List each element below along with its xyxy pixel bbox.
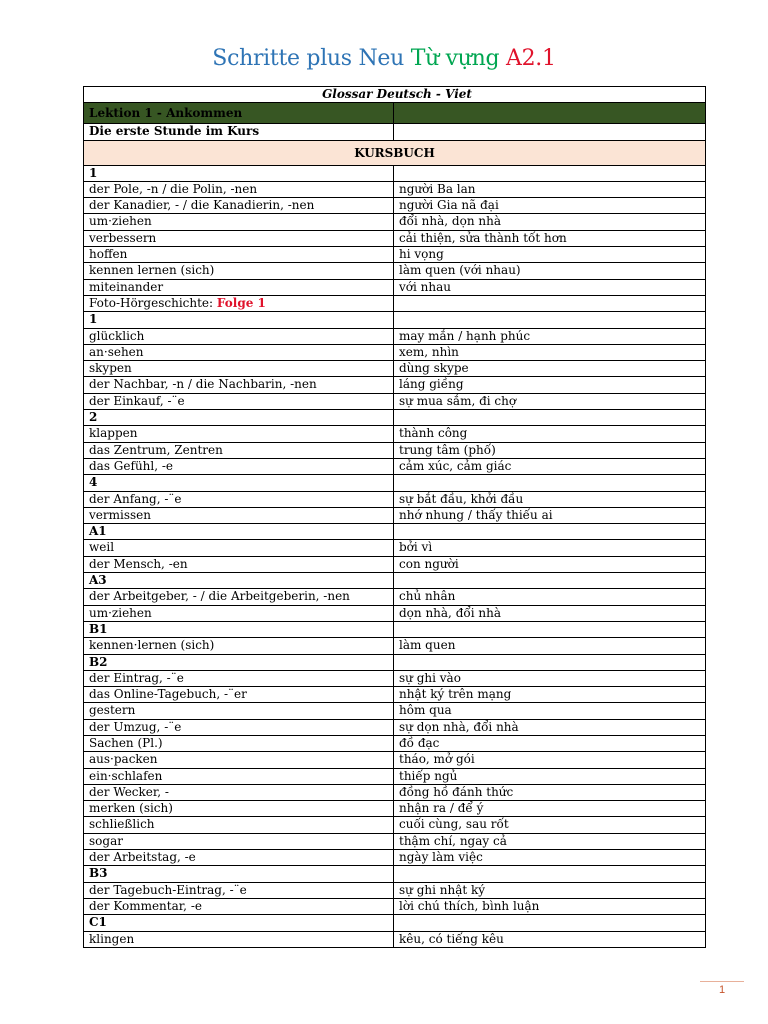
glossary-entry-row xyxy=(84,850,706,866)
glossary-table xyxy=(83,86,706,948)
glossary-header: Glossar Deutsch - Viet xyxy=(84,87,706,103)
german-term: der Kommentar, -e xyxy=(84,898,394,914)
section-label: A3 xyxy=(84,573,394,589)
vietnamese-translation: chủ nhân xyxy=(394,589,706,605)
glossary-entry-row xyxy=(84,768,706,784)
vietnamese-translation: cảm xúc, cảm giác xyxy=(394,458,706,474)
vietnamese-translation: hi vọng xyxy=(394,247,706,263)
page-number: 1 xyxy=(718,984,726,996)
story-label xyxy=(84,295,394,311)
glossary-entry-row xyxy=(84,230,706,246)
glossary-header-row xyxy=(84,87,706,103)
section-label: 4 xyxy=(84,475,394,491)
glossary-entry-row xyxy=(84,752,706,768)
german-term: hoffen xyxy=(84,247,394,263)
footer-rule xyxy=(700,981,744,982)
glossary-entry-row xyxy=(84,687,706,703)
vietnamese-translation: nhớ nhung / thấy thiếu ai xyxy=(394,507,706,523)
german-term: das Online-Tagebuch, -¨er xyxy=(84,687,394,703)
vietnamese-translation: láng giềng xyxy=(394,377,706,393)
subtitle-row xyxy=(84,124,706,140)
german-term: der Tagebuch-Eintrag, -¨e xyxy=(84,882,394,898)
german-term: kennen·lernen (sich) xyxy=(84,638,394,654)
vietnamese-translation: đổi nhà, dọn nhà xyxy=(394,214,706,230)
section-label: B2 xyxy=(84,654,394,670)
glossary-entry-row xyxy=(84,605,706,621)
vietnamese-translation: ngày làm việc xyxy=(394,850,706,866)
section-row xyxy=(84,915,706,931)
german-term: um·ziehen xyxy=(84,605,394,621)
glossary-entry-row xyxy=(84,442,706,458)
glossary-entry-row xyxy=(84,377,706,393)
glossary-entry-row xyxy=(84,638,706,654)
section-empty-cell xyxy=(394,165,706,181)
vietnamese-translation: sự ghi vào xyxy=(394,670,706,686)
glossary-entry-row xyxy=(84,279,706,295)
vietnamese-translation: tháo, mở gói xyxy=(394,752,706,768)
vietnamese-translation: sự bắt đầu, khởi đầu xyxy=(394,491,706,507)
vietnamese-translation: thiếp ngủ xyxy=(394,768,706,784)
section-label: 1 xyxy=(84,165,394,181)
glossary-entry-row xyxy=(84,361,706,377)
vietnamese-translation: làm quen (với nhau) xyxy=(394,263,706,279)
german-term: das Zentrum, Zentren xyxy=(84,442,394,458)
vietnamese-translation: con người xyxy=(394,556,706,572)
kursbuch-label: KURSBUCH xyxy=(84,140,706,165)
glossary-entry-row xyxy=(84,882,706,898)
subtitle: Die erste Stunde im Kurs xyxy=(84,124,394,140)
german-term: schließlich xyxy=(84,817,394,833)
vietnamese-translation: sự dọn nhà, đổi nhà xyxy=(394,719,706,735)
german-term: verbessern xyxy=(84,230,394,246)
glossary-entry-row xyxy=(84,507,706,523)
document-title xyxy=(0,44,768,74)
section-empty-cell xyxy=(394,573,706,589)
glossary-entry-row xyxy=(84,198,706,214)
story-episode: Folge 1 xyxy=(216,295,266,310)
vietnamese-translation: nhật ký trên mạng xyxy=(394,687,706,703)
title-part-3: A2.1 xyxy=(506,46,556,71)
glossary-entry-row xyxy=(84,556,706,572)
german-term: der Umzug, -¨e xyxy=(84,719,394,735)
glossary-entry-row xyxy=(84,898,706,914)
vietnamese-translation: nhận ra / để ý xyxy=(394,801,706,817)
section-label: A1 xyxy=(84,524,394,540)
german-term: der Nachbar, -n / die Nachbarin, -nen xyxy=(84,377,394,393)
glossary-entry-row xyxy=(84,589,706,605)
german-term: der Eintrag, -¨e xyxy=(84,670,394,686)
glossary-entry-row xyxy=(84,817,706,833)
vietnamese-translation: lời chú thích, bình luận xyxy=(394,898,706,914)
glossary-entry-row xyxy=(84,703,706,719)
section-empty-cell xyxy=(394,312,706,328)
section-empty-cell xyxy=(394,866,706,882)
section-label: B3 xyxy=(84,866,394,882)
german-term: aus·packen xyxy=(84,752,394,768)
section-row xyxy=(84,165,706,181)
section-empty-cell xyxy=(394,524,706,540)
vietnamese-translation: dọn nhà, đổi nhà xyxy=(394,605,706,621)
german-term: skypen xyxy=(84,361,394,377)
vietnamese-translation: cuối cùng, sau rốt xyxy=(394,817,706,833)
section-label: B1 xyxy=(84,621,394,637)
section-empty-cell xyxy=(394,915,706,931)
vietnamese-translation: trung tâm (phố) xyxy=(394,442,706,458)
glossary-entry-row xyxy=(84,735,706,751)
german-term: der Mensch, -en xyxy=(84,556,394,572)
vietnamese-translation: đồ đạc xyxy=(394,735,706,751)
vietnamese-translation: kêu, có tiếng kêu xyxy=(394,931,706,947)
german-term: der Arbeitgeber, - / die Arbeitgeberin, -nen xyxy=(84,589,394,605)
german-term: um·ziehen xyxy=(84,214,394,230)
glossary-entry-row xyxy=(84,344,706,360)
glossary-entry-row xyxy=(84,491,706,507)
section-empty-cell xyxy=(394,475,706,491)
german-term: kennen lernen (sich) xyxy=(84,263,394,279)
german-term: klappen xyxy=(84,426,394,442)
section-row xyxy=(84,475,706,491)
vietnamese-translation: với nhau xyxy=(394,279,706,295)
glossary-entry-row xyxy=(84,458,706,474)
section-row xyxy=(84,410,706,426)
section-label: 1 xyxy=(84,312,394,328)
german-term: an·sehen xyxy=(84,344,394,360)
vietnamese-translation: sự mua sắm, đi chợ xyxy=(394,393,706,409)
german-term: der Wecker, - xyxy=(84,784,394,800)
title-part-2: Từ vựng xyxy=(410,46,500,71)
vietnamese-translation: may mắn / hạnh phúc xyxy=(394,328,706,344)
glossary-entry-row xyxy=(84,931,706,947)
glossary-entry-row xyxy=(84,426,706,442)
vietnamese-translation: hôm qua xyxy=(394,703,706,719)
german-term: das Gefühl, -e xyxy=(84,458,394,474)
section-row xyxy=(84,654,706,670)
german-term: weil xyxy=(84,540,394,556)
glossary-entry-row xyxy=(84,833,706,849)
glossary-entry-row xyxy=(84,801,706,817)
german-term: glücklich xyxy=(84,328,394,344)
vietnamese-translation: đồng hồ đánh thức xyxy=(394,784,706,800)
german-term: ein·schlafen xyxy=(84,768,394,784)
section-label: C1 xyxy=(84,915,394,931)
story-row xyxy=(84,295,706,311)
section-empty-cell xyxy=(394,410,706,426)
glossary-entry-row xyxy=(84,719,706,735)
german-term: vermissen xyxy=(84,507,394,523)
glossary-entry-row xyxy=(84,540,706,556)
vietnamese-translation: thành công xyxy=(394,426,706,442)
section-label: 2 xyxy=(84,410,394,426)
glossary-entry-row xyxy=(84,181,706,197)
section-empty-cell xyxy=(394,654,706,670)
vietnamese-translation: người Ba lan xyxy=(394,181,706,197)
vietnamese-translation: bởi vì xyxy=(394,540,706,556)
german-term: der Arbeitstag, -e xyxy=(84,850,394,866)
german-term: der Kanadier, - / die Kanadierin, -nen xyxy=(84,198,394,214)
glossary-entry-row xyxy=(84,263,706,279)
german-term: merken (sich) xyxy=(84,801,394,817)
subtitle-row-empty-cell xyxy=(394,124,706,140)
german-term: klingen xyxy=(84,931,394,947)
lesson-row-empty-cell xyxy=(394,103,706,124)
glossary-entry-row xyxy=(84,214,706,230)
glossary-entry-row xyxy=(84,784,706,800)
vietnamese-translation: sự ghi nhật ký xyxy=(394,882,706,898)
vietnamese-translation: người Gia nã đại xyxy=(394,198,706,214)
vietnamese-translation: làm quen xyxy=(394,638,706,654)
section-row xyxy=(84,621,706,637)
vietnamese-translation: xem, nhìn xyxy=(394,344,706,360)
story-empty-cell xyxy=(394,295,706,311)
glossary-entry-row xyxy=(84,328,706,344)
section-row xyxy=(84,866,706,882)
glossary-entry-row xyxy=(84,247,706,263)
glossary-entry-row xyxy=(84,393,706,409)
vietnamese-translation: dùng skype xyxy=(394,361,706,377)
german-term: der Pole, -n / die Polin, -nen xyxy=(84,181,394,197)
section-row xyxy=(84,312,706,328)
vietnamese-translation: thậm chí, ngay cả xyxy=(394,833,706,849)
german-term: der Anfang, -¨e xyxy=(84,491,394,507)
kursbuch-row xyxy=(84,140,706,165)
german-term: gestern xyxy=(84,703,394,719)
lesson-row xyxy=(84,103,706,124)
german-term: miteinander xyxy=(84,279,394,295)
german-term: der Einkauf, -¨e xyxy=(84,393,394,409)
german-term: Sachen (Pl.) xyxy=(84,735,394,751)
section-empty-cell xyxy=(394,621,706,637)
title-part-1: Schritte plus Neu xyxy=(212,46,405,71)
section-row xyxy=(84,524,706,540)
vietnamese-translation: cải thiện, sửa thành tốt hơn xyxy=(394,230,706,246)
story-prefix: Foto-Hörgeschichte: xyxy=(89,295,217,310)
glossary-entry-row xyxy=(84,670,706,686)
section-row xyxy=(84,573,706,589)
lesson-title: Lektion 1 - Ankommen xyxy=(84,103,394,124)
german-term: sogar xyxy=(84,833,394,849)
